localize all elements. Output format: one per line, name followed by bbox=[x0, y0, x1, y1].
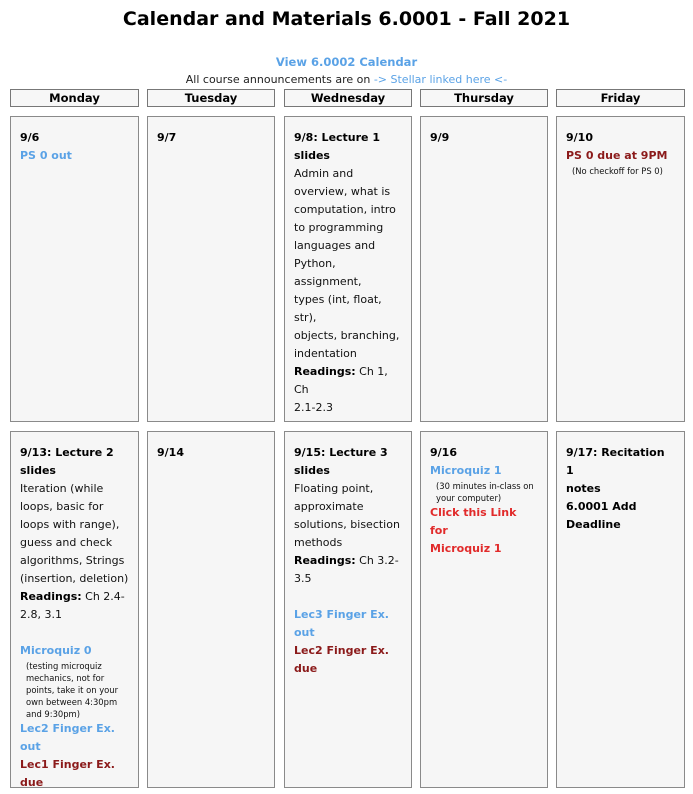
lecture-description: Python, assignment, bbox=[294, 257, 362, 288]
lecture-description: Admin and bbox=[294, 167, 354, 180]
view-6-0002-calendar-link[interactable]: View 6.0002 Calendar bbox=[275, 55, 418, 69]
cell-9-7 bbox=[147, 116, 275, 422]
lecture-description: guess and check bbox=[20, 536, 113, 549]
lec2-finger-ex-due-cont: due bbox=[294, 662, 318, 675]
microquiz0-link[interactable]: Microquiz 0 bbox=[20, 644, 92, 657]
cell-date: 9/7 bbox=[157, 131, 177, 144]
microquiz-note: own between 4:30pm bbox=[26, 697, 118, 707]
lecture1-slides-link-cont[interactable]: slides bbox=[294, 149, 330, 162]
cell-9-15 bbox=[284, 431, 412, 788]
readings bbox=[294, 363, 402, 399]
lecture-description: indentation bbox=[294, 347, 357, 360]
cell-9-16 bbox=[420, 431, 548, 788]
microquiz1-click-link-cont[interactable]: Microquiz 1 bbox=[430, 542, 502, 555]
lecture3-slides-link-cont[interactable]: slides bbox=[294, 464, 330, 477]
readings-cont: 3.5 bbox=[294, 572, 312, 585]
lecture-description: to programming bbox=[294, 221, 384, 234]
lecture-description: objects, branching, bbox=[294, 329, 400, 342]
ps0-note: (No checkoff for PS 0) bbox=[572, 166, 663, 176]
announcements-text: All course announcements are on bbox=[185, 73, 374, 86]
readings-text: Ch 2.4- bbox=[81, 590, 125, 603]
lecture-description: types (int, float, str), bbox=[294, 293, 382, 324]
stellar-link[interactable]: -> Stellar linked here <- bbox=[373, 73, 508, 86]
lecture-description: overview, what is bbox=[294, 185, 391, 198]
lec2-finger-ex-due: Lec2 Finger Ex. bbox=[294, 644, 389, 657]
readings-cont: 2.8, 3.1 bbox=[20, 608, 62, 621]
cell-9-9 bbox=[420, 116, 548, 422]
lecture2-slides-link[interactable]: 9/13: Lecture 2 bbox=[20, 446, 114, 459]
lecture1-slides-link[interactable]: 9/8: Lecture 1 bbox=[294, 131, 381, 144]
lecture-description: (insertion, deletion) bbox=[20, 572, 129, 585]
cell-9-10 bbox=[556, 116, 685, 422]
recitation1-notes-link-cont[interactable]: notes bbox=[566, 482, 601, 495]
cell-9-14 bbox=[147, 431, 275, 788]
lecture-description: solutions, bisection bbox=[294, 518, 400, 531]
lecture-description: approximate bbox=[294, 500, 364, 513]
readings bbox=[294, 552, 402, 570]
recitation1-notes-link[interactable]: 9/17: Recitation 1 bbox=[566, 446, 665, 477]
header-monday: Monday bbox=[10, 89, 139, 107]
readings-label: Readings: bbox=[294, 554, 356, 567]
cell-date: 9/9 bbox=[430, 131, 450, 144]
microquiz-note: your computer) bbox=[436, 493, 502, 503]
readings-label: Readings: bbox=[20, 590, 82, 603]
lecture2-slides-link-cont[interactable]: slides bbox=[20, 464, 56, 477]
lecture-description: languages and bbox=[294, 239, 376, 252]
cell-date: 9/6 bbox=[20, 131, 40, 144]
lec3-finger-ex-link[interactable]: Lec3 Finger Ex. out bbox=[294, 608, 389, 639]
readings-text: Ch 3.2- bbox=[355, 554, 399, 567]
header-thursday: Thursday bbox=[420, 89, 548, 107]
microquiz1-link[interactable]: Microquiz 1 bbox=[430, 464, 502, 477]
readings-cont: 2.1-2.3 bbox=[294, 401, 333, 414]
lecture-description: methods bbox=[294, 536, 343, 549]
microquiz-note: and 9:30pm) bbox=[26, 709, 80, 719]
ps0-due: PS 0 due at 9PM bbox=[566, 149, 668, 162]
lecture-description: computation, intro bbox=[294, 203, 396, 216]
lecture-description: algorithms, Strings bbox=[20, 554, 125, 567]
cell-date: 9/10 bbox=[566, 131, 593, 144]
header-tuesday: Tuesday bbox=[147, 89, 275, 107]
cell-9-6 bbox=[10, 116, 139, 422]
lecture-description: Floating point, bbox=[294, 482, 374, 495]
readings bbox=[20, 588, 129, 606]
cell-9-8 bbox=[284, 116, 412, 422]
readings-label: Readings: bbox=[294, 365, 356, 378]
microquiz-note: (testing microquiz bbox=[26, 661, 102, 671]
header-wednesday: Wednesday bbox=[284, 89, 412, 107]
header-friday: Friday bbox=[556, 89, 685, 107]
add-deadline-cont: Deadline bbox=[566, 518, 621, 531]
announcements-line bbox=[0, 73, 693, 86]
microquiz-note: points, take it on your bbox=[26, 685, 119, 695]
microquiz1-click-link[interactable]: Click this Link for bbox=[430, 506, 517, 537]
ps0-out-link[interactable]: PS 0 out bbox=[20, 149, 72, 162]
cell-date: 9/14 bbox=[157, 446, 184, 459]
lecture-description: Iteration (while bbox=[20, 482, 104, 495]
readings-text: Ch 1, Ch bbox=[294, 365, 388, 396]
lecture3-slides-link[interactable]: 9/15: Lecture 3 bbox=[294, 446, 388, 459]
page-title: Calendar and Materials 6.0001 - Fall 2021 bbox=[122, 8, 571, 30]
lec1-finger-ex-due-cont: due bbox=[20, 776, 44, 788]
add-deadline: 6.0001 Add bbox=[566, 500, 637, 513]
cell-9-13 bbox=[10, 431, 139, 788]
microquiz-note: (30 minutes in-class on bbox=[436, 481, 534, 491]
lecture-description: loops with range), bbox=[20, 518, 120, 531]
cell-date: 9/16 bbox=[430, 446, 457, 459]
cell-9-17 bbox=[556, 431, 685, 788]
lec2-finger-ex-link[interactable]: Lec2 Finger Ex. out bbox=[20, 722, 115, 753]
microquiz-note: mechanics, not for bbox=[26, 673, 105, 683]
lec1-finger-ex-due: Lec1 Finger Ex. bbox=[20, 758, 115, 771]
lecture-description: loops, basic for bbox=[20, 500, 104, 513]
